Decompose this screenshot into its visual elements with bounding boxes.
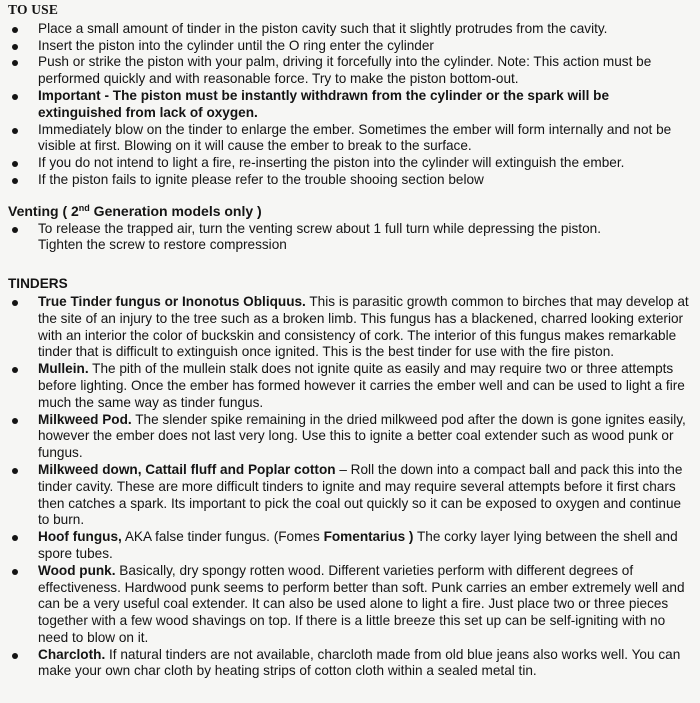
list-item <box>8 529 690 563</box>
tinder-name: Charcloth. <box>38 646 106 662</box>
bullet-icon <box>12 535 18 541</box>
list-item <box>8 294 690 361</box>
tinder-description: Basically, dry spongy rotten wood. Different varieties perform with different degrees of effectiveness. Hardwood punk seems to perform better than soft. Punk carries an ember extremely well and can be a very useful coal extender. It can also be used alone to light a fire. Just place two or three pieces together with a few wood shavings on top. If there is a little breeze this set up can be self-igniting with no need to blow on it. <box>38 562 685 645</box>
venting-heading <box>8 203 690 220</box>
list-item <box>8 155 690 172</box>
tinders-heading: TINDERS <box>8 276 68 292</box>
venting-heading-superscript: nd <box>78 202 90 213</box>
list-item <box>8 462 690 529</box>
tinders-list <box>8 294 690 680</box>
bullet-icon <box>12 653 18 659</box>
list-item-text-continued: Tighten the screw to restore compression <box>38 237 287 253</box>
bullet-icon <box>12 178 18 184</box>
tinder-name: Milkweed down, Cattail fluff and Poplar cotton <box>38 461 336 477</box>
tinder-description: The pith of the mullein stalk does not ignite quite as easily and may require two or three attempts before lighting. Once the ember has formed however it carries the ember well and can be used to light a fire much the same way as tinder fungus. <box>38 361 685 410</box>
bullet-icon <box>12 161 18 167</box>
tinder-species-name: Fomentarius ) <box>323 529 414 545</box>
list-item-text: Immediately blow on the tinder to enlarge the ember. Sometimes the ember will form internally and not be visible at first. Blowing on it will cause the ember to break to the surface. <box>38 121 672 154</box>
list-item-text: Push or strike the piston with your palm, driving it forcefully into the cylinder. Note: This action must be performed quickly and with reasonable force. Try to make the piston bottom-out. <box>38 54 652 87</box>
tinder-description-end: The corky layer lying between the shell and spore tubes. <box>38 529 678 561</box>
tinder-name: Milkweed Pod. <box>38 411 132 427</box>
tinder-description: AKA false tinder fungus. (Fomes <box>121 529 324 545</box>
tinder-name: Wood punk. <box>38 562 116 578</box>
venting-list <box>8 221 690 255</box>
important-warning-text: Important - The piston must be instantly withdrawn from the cylinder or the spark will be extinguished from lack of oxygen. <box>38 87 610 120</box>
bullet-icon <box>12 569 18 575</box>
tinder-description: – Roll the down into a compact ball and pack this into the tinder cavity. These are more difficult tinders to ignite and may require several attempts before it first chars then catches a spark. Its important to pick the coal out quickly so it can be exposed to oxygen and continue to burn. <box>38 461 683 528</box>
list-item-text: Place a small amount of tinder in the piston cavity such that it slightly protrudes from the cavity. <box>38 20 608 36</box>
list-item-text: If the piston fails to ignite please refer to the trouble shooing section below <box>38 171 484 187</box>
list-item-text: If you do not intend to light a fire, re-inserting the piston into the cylinder will extinguish the ember. <box>38 155 625 171</box>
list-item <box>8 172 690 189</box>
bullet-icon <box>12 418 18 424</box>
tinder-name: Hoof fungus, <box>38 529 122 545</box>
bullet-icon <box>12 94 18 100</box>
tinder-description: If natural tinders are not available, charcloth made from old blue jeans also works well. You can make your own char cloth by heating strips of cotton cloth within a sealed metal tin. <box>38 646 681 679</box>
tinder-name: True Tinder fungus or Inonotus Obliquus. <box>38 293 306 309</box>
bullet-icon <box>12 60 18 66</box>
bullet-icon <box>12 227 18 233</box>
list-item <box>8 38 690 55</box>
bullet-icon <box>12 27 18 33</box>
tinder-description: This is parasitic growth common to birches that may develop at the site of an injury to the tree such as a broken limb. This fungus has a blackened, charred looking exterior with an interior the color of buckskin and consistency of cork. The interior of this fungus makes remarkable tinder that is difficult to extinguish once ignited. This is the best tinder for use with the fire piston. <box>38 293 689 360</box>
list-item <box>8 221 690 255</box>
venting-heading-text: Venting ( 2 <box>8 202 79 219</box>
list-item <box>8 647 690 681</box>
list-item <box>8 122 690 156</box>
bullet-icon <box>12 367 18 373</box>
list-item <box>8 54 690 88</box>
list-item <box>8 412 690 462</box>
list-item-text: Insert the piston into the cylinder until the O ring enter the cylinder <box>38 37 434 53</box>
tinder-description: The slender spike remaining in the dried milkweed pod after the down is gone ignites easily, however the ember does not last very long. Use this to ignite a better coal extender such as wood punk or fungus. <box>38 411 686 461</box>
bullet-icon <box>12 128 18 134</box>
list-item <box>8 88 690 122</box>
bullet-icon <box>12 300 18 306</box>
to-use-list <box>8 21 690 189</box>
bullet-icon <box>12 468 18 474</box>
to-use-heading: TO USE <box>8 2 59 17</box>
list-item-text: To release the trapped air, turn the venting screw about 1 full turn while depressing the piston. <box>38 220 601 236</box>
list-item <box>8 21 690 38</box>
venting-heading-text-end: Generation models only ) <box>89 202 262 219</box>
list-item <box>8 563 690 647</box>
tinder-name: Mullein. <box>38 361 89 377</box>
list-item <box>8 361 690 411</box>
bullet-icon <box>12 44 18 50</box>
